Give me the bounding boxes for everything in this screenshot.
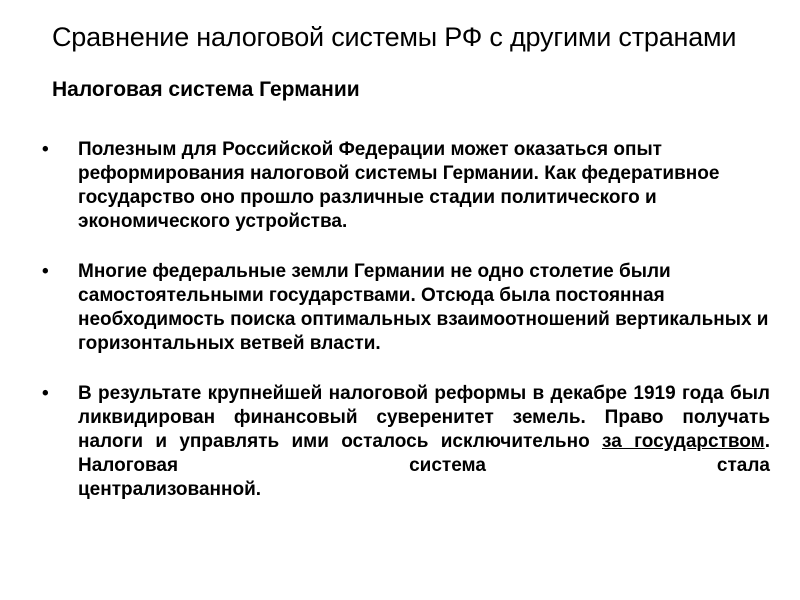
slide-title: Сравнение налоговой системы РФ с другими странами — [52, 22, 737, 52]
bullet-icon: • — [42, 139, 49, 160]
bullet-icon: • — [42, 383, 49, 404]
bullet-item — [40, 260, 770, 356]
bullet-text-part: В результате крупнейшей налоговой реформы в декабре 1919 года был ликвидирован финансовый суверенитет земель. Право получать налоги и управлять ими осталось исключительно — [78, 383, 770, 452]
bullet-item — [40, 382, 770, 502]
bullet-text — [78, 382, 770, 502]
bullet-text-tail: централизованной. — [78, 479, 262, 500]
bullet-text-part: . Налоговая система стала — [78, 431, 770, 476]
bullet-icon: • — [42, 261, 49, 282]
bullet-text: Многие федеральные земли Германии не одно столетие были самостоятельными государствами. Отсюда была постоянная необходимость поиска оптимальных взаимоотношений вертикальных и горизонтальных ветвей власти. — [78, 261, 769, 354]
bullet-item — [40, 138, 770, 234]
underlined-text: за государством — [602, 431, 765, 452]
bullet-text: Полезным для Российской Федерации может оказаться опыт реформирования налоговой системы Германии. Как федеративное государство оно прошло различные стадии политического и экономического устройства. — [78, 139, 720, 232]
bullet-list — [40, 138, 770, 528]
section-heading: Налоговая система Германии — [52, 78, 360, 101]
